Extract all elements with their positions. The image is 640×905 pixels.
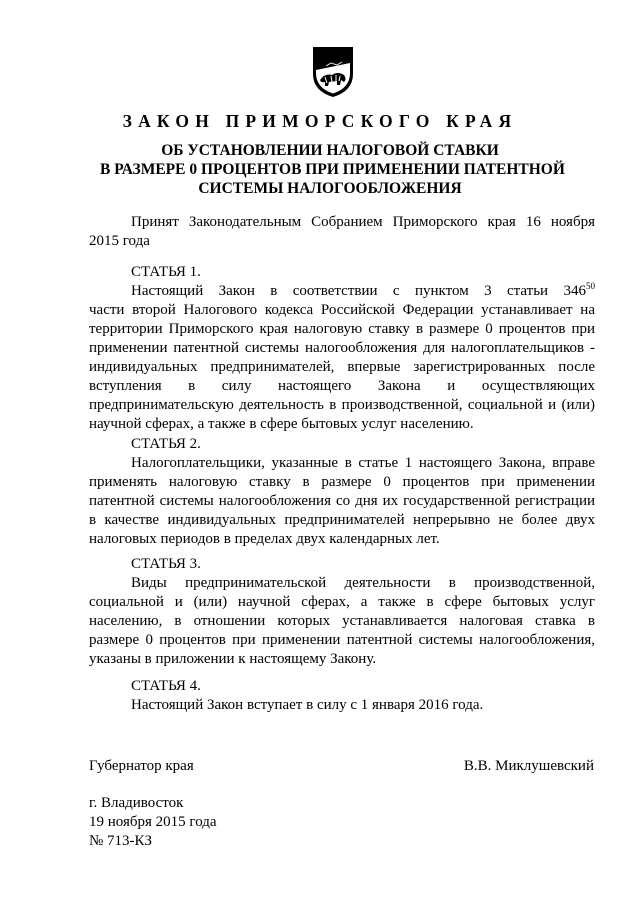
article-heading: СТАТЬЯ 4. bbox=[131, 678, 201, 694]
adoption-paragraph bbox=[89, 213, 595, 251]
article-4 bbox=[89, 677, 595, 715]
place: г. Владивосток bbox=[89, 795, 184, 811]
article-line: указаны в приложении к настоящему Закону. bbox=[89, 651, 377, 667]
law-title: ЗАКОН ПРИМОРСКОГО КРАЯ bbox=[122, 111, 518, 131]
article-heading: СТАТЬЯ 1. bbox=[131, 264, 201, 280]
article-heading: СТАТЬЯ 3. bbox=[131, 556, 201, 572]
date: 19 ноября 2015 года bbox=[89, 814, 217, 830]
article-line: территории Приморского края налоговую ставку в размере 0 процентов при bbox=[89, 321, 595, 337]
article-line: социальной и (или) научной сферах, а также в сфере бытовых услуг bbox=[89, 594, 595, 610]
law-number: № 713-КЗ bbox=[89, 833, 153, 849]
article-line: применять налоговую ставку в размере 0 процентов при применении bbox=[89, 474, 595, 490]
article-number-superscript: 50 bbox=[586, 281, 595, 291]
article-3 bbox=[89, 555, 595, 669]
coat-of-arms-emblem bbox=[311, 44, 355, 98]
article-line: патентной системы налогообложения со дня их государственной регистрации bbox=[89, 493, 595, 509]
article-2 bbox=[89, 435, 595, 549]
article-line: в качестве индивидуальных предпринимателей непрерывно не более двух bbox=[89, 512, 595, 528]
article-line: Настоящий Закон вступает в силу с 1 января 2016 года. bbox=[131, 697, 484, 713]
article-line: части второй Налогового кодекса Российской Федерации устанавливает на bbox=[89, 302, 595, 318]
article-heading: СТАТЬЯ 2. bbox=[131, 436, 201, 452]
signatory-name: В.В. Миклушевский bbox=[463, 758, 594, 774]
article-line: научной сферах, а также в сфере бытовых услуг населению. bbox=[89, 416, 474, 432]
law-subtitle bbox=[100, 141, 565, 198]
article-1 bbox=[89, 263, 595, 434]
article-line: налоговых периодов в пределах двух календарных лет. bbox=[89, 531, 440, 547]
adoption-line: 2015 года bbox=[89, 233, 150, 249]
article-line: индивидуальных предпринимателей, впервые зарегистрированных после bbox=[89, 359, 595, 375]
article-line: населению, в отношении которых устанавливается налоговая ставка в bbox=[89, 613, 595, 629]
article-line: предпринимательскую деятельность в производственной, социальной и (или) bbox=[89, 397, 595, 413]
article-line-text: Настоящий Закон в соответствии с пунктом 3 статьи 346 bbox=[131, 283, 586, 299]
subtitle-line: СИСТЕМЫ НАЛОГООБЛОЖЕНИЯ bbox=[198, 180, 462, 197]
article-line bbox=[89, 282, 595, 301]
article-line: размере 0 процентов при применении патентной системы налогообложения, bbox=[89, 632, 595, 648]
article-line: Виды предпринимательской деятельности в производственной, bbox=[131, 575, 595, 591]
article-line: применении патентной системы налогообложения для налогоплательщиков - bbox=[89, 340, 595, 356]
place-date-block bbox=[89, 794, 217, 851]
article-line: Налогоплательщики, указанные в статье 1 настоящего Закона, вправе bbox=[131, 455, 595, 471]
signatory-position: Губернатор края bbox=[89, 758, 194, 774]
adoption-line: Принят Законодательным Собранием Приморского края 16 ноября bbox=[131, 214, 595, 230]
subtitle-line: В РАЗМЕРЕ 0 ПРОЦЕНТОВ ПРИ ПРИМЕНЕНИИ ПАТЕНТНОЙ bbox=[100, 161, 565, 178]
subtitle-line: ОБ УСТАНОВЛЕНИИ НАЛОГОВОЙ СТАВКИ bbox=[161, 142, 499, 159]
article-line: вступления в силу настоящего Закона и осуществляющих bbox=[89, 378, 595, 394]
